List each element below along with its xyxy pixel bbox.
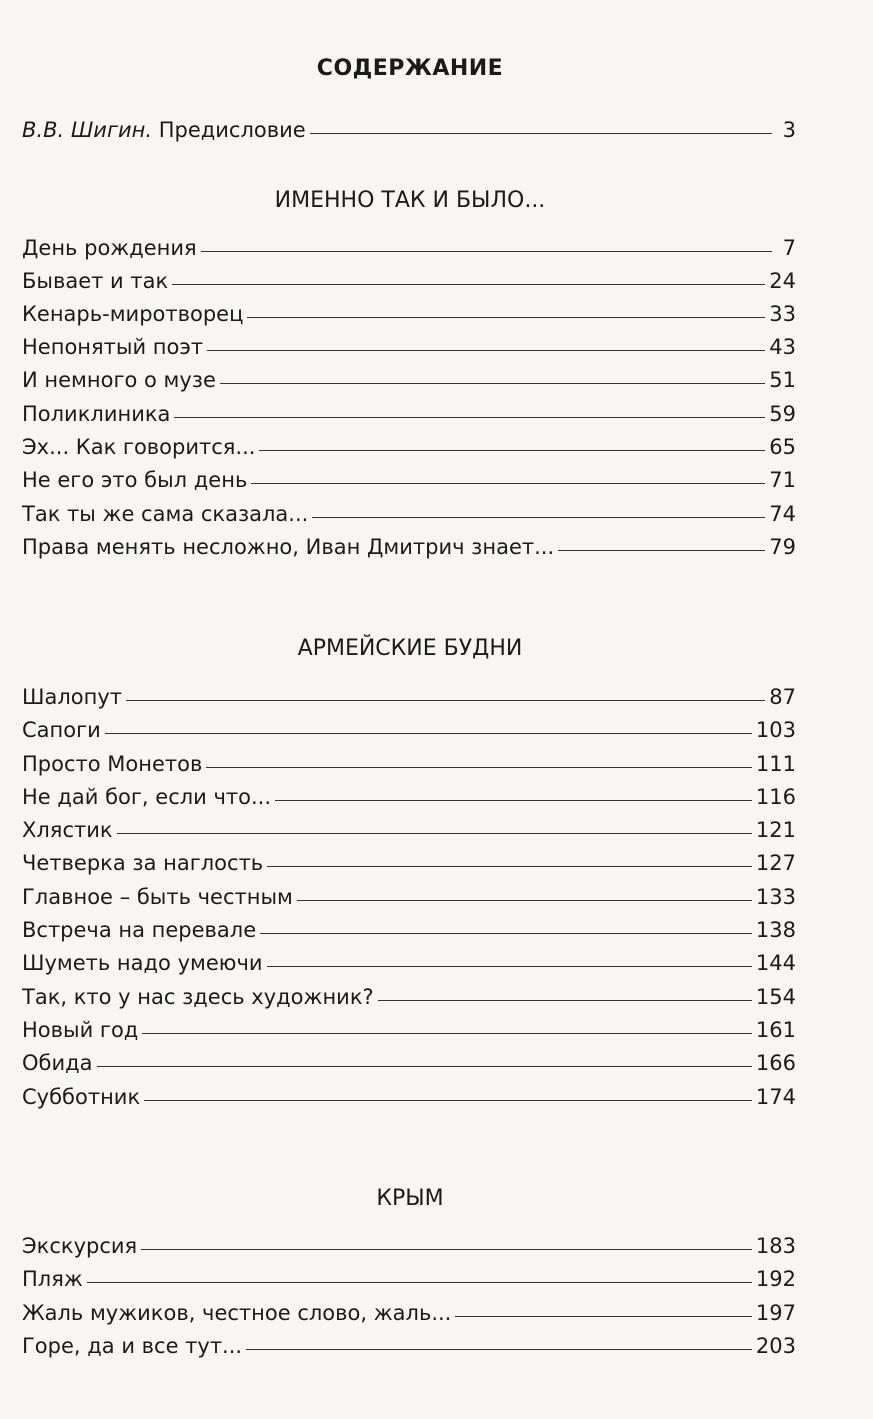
toc-entry-label: Не дай бог, если что... (22, 785, 272, 809)
toc-entry-label: Горе, да и все тут... (22, 1334, 243, 1358)
toc-entry-label: Шалопут (22, 685, 122, 709)
dot-leader (297, 900, 752, 901)
toc-entry-page: 192 (755, 1267, 796, 1291)
dot-leader (251, 483, 765, 484)
toc-entry-label: Обида (22, 1051, 93, 1075)
toc-entry-page: 103 (755, 718, 796, 742)
section-heading: КРЫМ (376, 1186, 444, 1211)
toc-entry-label: Кенарь-миротворец (22, 302, 244, 326)
dot-leader (247, 317, 765, 318)
dot-leader (310, 133, 772, 134)
toc-entry-page: 24 (769, 269, 796, 293)
toc-entry-page: 121 (755, 818, 796, 842)
toc-entry-label: Встреча на перевале (22, 918, 257, 942)
dot-leader (126, 700, 765, 701)
toc-entry (22, 885, 796, 915)
toc-entry (22, 236, 796, 266)
toc-entry-label: Так ты же сама сказала... (22, 502, 309, 526)
toc-entry-page: 87 (769, 685, 796, 709)
toc-entry-label: Хлястик (22, 818, 113, 842)
toc-entry-label: Так, кто у нас здесь художник? (22, 985, 374, 1009)
toc-entry-label: Субботник (22, 1085, 141, 1109)
page-title: СОДЕРЖАНИЕ (316, 56, 504, 81)
toc-entry-label: День рождения (22, 236, 197, 260)
toc-entry (22, 1234, 796, 1264)
preface-label: Предисловие (158, 118, 306, 142)
dot-leader (259, 450, 765, 451)
toc-entry-page: 116 (755, 785, 796, 809)
toc-entry-page: 183 (755, 1234, 796, 1258)
toc-entry-page: 127 (755, 851, 796, 875)
toc-entry (22, 1301, 796, 1331)
toc-entry-page: 3 (782, 118, 796, 142)
dot-leader (207, 350, 765, 351)
toc-entry-label: Сапоги (22, 718, 101, 742)
toc-entry (22, 502, 796, 532)
toc-entry-label: Жаль мужиков, честное слово, жаль... (22, 1301, 452, 1325)
toc-entry-label: Бывает и так (22, 269, 169, 293)
dot-leader (174, 417, 765, 418)
dot-leader (455, 1316, 752, 1317)
toc-entry-label: Пляж (22, 1267, 83, 1291)
section-heading: ИМЕННО ТАК И БЫЛО... (274, 188, 546, 213)
toc-entry-label: И немного о музе (22, 368, 216, 392)
toc-entry (22, 302, 796, 332)
dot-leader (105, 733, 752, 734)
toc-entry (22, 918, 796, 948)
toc-entry (22, 535, 796, 565)
toc-entry (22, 1051, 796, 1081)
toc-entry-label: Четверка за наглость (22, 851, 264, 875)
toc-entry-page: 7 (782, 236, 796, 260)
dot-leader (312, 517, 765, 518)
dot-leader (141, 1249, 752, 1250)
toc-entry (22, 818, 796, 848)
toc-entry-label: Главное – быть честным (22, 885, 293, 909)
toc-entry-label: Шуметь надо умеючи (22, 951, 263, 975)
toc-entry (22, 269, 796, 299)
toc-entry (22, 785, 796, 815)
toc-entry (22, 1267, 796, 1297)
toc-entry-page: 74 (769, 502, 796, 526)
toc-entry (22, 368, 796, 398)
toc-entry-label: Поликлиника (22, 402, 171, 426)
toc-entry (22, 951, 796, 981)
toc-entry (22, 1085, 796, 1115)
toc-entry-label (22, 118, 306, 142)
toc-entry-preface (22, 118, 796, 148)
toc-entry-label: Непонятый поэт (22, 335, 204, 359)
preface-author: В.В. Шигин. (22, 118, 153, 142)
dot-leader (267, 866, 752, 867)
toc-entry-page: 51 (769, 368, 796, 392)
toc-entry (22, 1334, 796, 1364)
dot-leader (87, 1282, 752, 1283)
toc-entry (22, 752, 796, 782)
toc-entry-page: 203 (755, 1334, 796, 1358)
dot-leader (201, 251, 772, 252)
toc-entry-page: 133 (755, 885, 796, 909)
toc-entry-page: 43 (769, 335, 796, 359)
toc-entry-page: 65 (769, 435, 796, 459)
toc-entry-page: 144 (755, 951, 796, 975)
toc-entry-label: Права менять несложно, Иван Дмитрич знает... (22, 535, 555, 559)
toc-entry-page: 71 (769, 468, 796, 492)
dot-leader (206, 767, 752, 768)
toc-entry-page: 161 (755, 1018, 796, 1042)
dot-leader (117, 833, 752, 834)
toc-entry (22, 335, 796, 365)
toc-entry (22, 435, 796, 465)
toc-entry (22, 851, 796, 881)
dot-leader (267, 966, 752, 967)
toc-entry (22, 1018, 796, 1048)
toc-entry (22, 685, 796, 715)
dot-leader (220, 383, 765, 384)
dot-leader (246, 1349, 752, 1350)
toc-entry-page: 33 (769, 302, 796, 326)
toc-entry-page: 79 (769, 535, 796, 559)
toc-entry (22, 718, 796, 748)
toc-entry-page: 174 (755, 1085, 796, 1109)
toc-entry (22, 468, 796, 498)
toc-entry (22, 985, 796, 1015)
toc-entry-label: Не его это был день (22, 468, 248, 492)
toc-entry-page: 138 (755, 918, 796, 942)
toc-entry-label: Просто Монетов (22, 752, 203, 776)
dot-leader (260, 933, 752, 934)
toc-entry-page: 197 (755, 1301, 796, 1325)
dot-leader (144, 1100, 752, 1101)
toc-entry (22, 402, 796, 432)
toc-entry-page: 166 (755, 1051, 796, 1075)
dot-leader (275, 800, 752, 801)
toc-entry-page: 154 (755, 985, 796, 1009)
dot-leader (97, 1066, 752, 1067)
dot-leader (172, 284, 765, 285)
toc-entry-label: Эх... Как говорится... (22, 435, 256, 459)
section-heading: АРМЕЙСКИЕ БУДНИ (297, 636, 523, 661)
toc-entry-label: Экскурсия (22, 1234, 138, 1258)
dot-leader (378, 1000, 752, 1001)
toc-entry-label: Новый год (22, 1018, 139, 1042)
dot-leader (142, 1033, 752, 1034)
dot-leader (558, 550, 765, 551)
toc-entry-page: 111 (755, 752, 796, 776)
toc-entry-page: 59 (769, 402, 796, 426)
